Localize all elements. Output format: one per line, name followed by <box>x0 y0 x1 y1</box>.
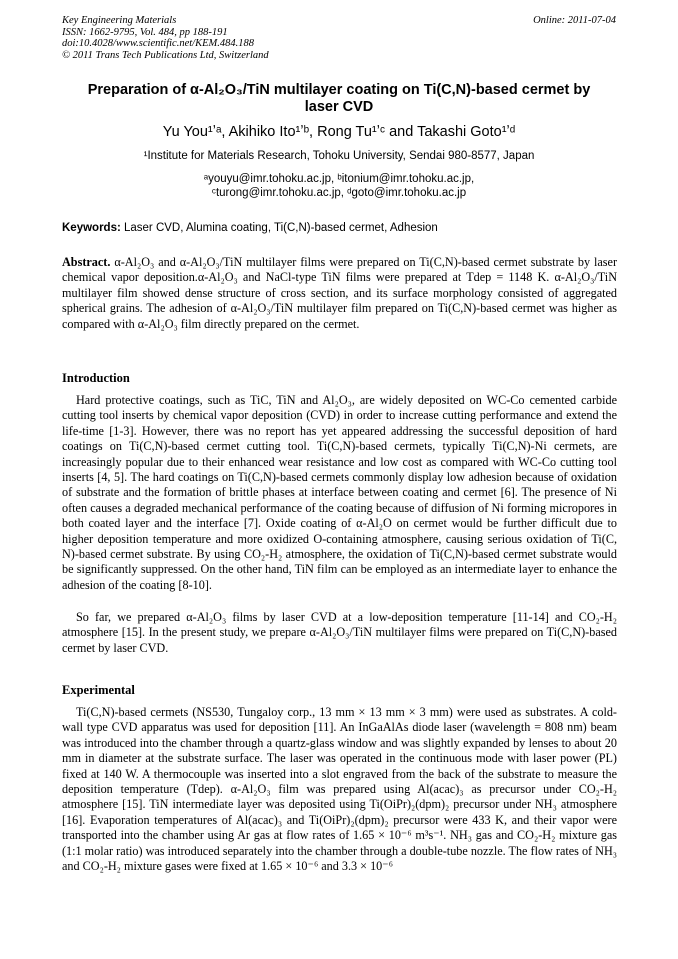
copyright-line: © 2011 Trans Tech Publications Ltd, Switzerland <box>62 49 269 61</box>
issn-line: ISSN: 1662-9795, Vol. 484, pp 188-191 <box>62 26 228 38</box>
emails-line-1[interactable]: ᵃyouyu@imr.tohoku.ac.jp, ᵇitonium@imr.tohoku.ac.jp, <box>203 173 475 185</box>
keywords-text: Laser CVD, Alumina coating, Ti(C,N)-based cermet, Adhesion <box>120 222 438 234</box>
author-list: Yu You¹ʼᵃ, Akihiko Ito¹ʼᵇ, Rong Tu¹ʼᶜ and Takashi Goto¹ʼᵈ <box>162 124 516 140</box>
author-emails <box>58 172 620 200</box>
introduction-paragraph-2: So far, we prepared α-Al₂O₃ films by laser CVD at a low-deposition temperature [11-14] and CO₂-H₂ atmosphere [15]. In the present study, we prepare α-Al₂O₃/TiN multilayer films were prepared on Ti(C,N)-based cermet by laser CVD. <box>62 610 617 655</box>
introduction-paragraph-1: Hard protective coatings, such as TiC, TiN and Al₂O₃, are widely deposited on WC-Co cemented carbide cutting tool inserts by chemical vapor deposition (CVD) in order to increase cutting performance and extend the life-time [1-3]. However, there was no report has yet appeared addressing the successful deposition of hard coatings on Ti(C,N)-based cermet cutting tool. Ti(C,N)-based cermets, typically Ti(C,N)-Ni cermets, are increasingly popular due to their enhanced wear resistance and low cost as compared with WC-Co cutting tool inserts [4, 5]. The hard coatings on Ti(C,N)-based cermets commonly display low adhesion because of oxidation of substrate and the formation of brittle phases at interface between coating and cermet [6]. The presence of Ni often causes a degraded mechanical performance of the coating because of diffusion of Ni forming micropores in both coated layer and the interface [7]. Oxide coating of α-Al₂O on cermet would be further difficult due to higher deposition temperature and more oxidized O-containing atmosphere, causing serious oxidation of Ti(C, N)-based cermet substrate. By using CO₂-H₂ atmosphere, the oxidation of Ti(C,N)-based cermet substrate would be significantly suppressed. On the other hand, TiN film can be employed as an intermediate layer to enhance the adhesion of the coating [8-10]. <box>62 393 617 592</box>
introduction-heading: Introduction <box>62 371 130 385</box>
doi-line[interactable]: doi:10.4028/www.scientific.net/KEM.484.188 <box>62 38 254 49</box>
emails-line-2[interactable]: ᶜturong@imr.tohoku.ac.jp, ᵈgoto@imr.tohoku.ac.jp <box>211 187 467 199</box>
keywords <box>62 221 617 235</box>
online-date: Online: 2011-07-04 <box>533 15 616 26</box>
title-line-1: Preparation of α-Al₂O₃/TiN multilayer coating on Ti(C,N)-based cermet by <box>87 82 591 98</box>
journal-name: Key Engineering Materials <box>62 15 177 26</box>
experimental-paragraph-1: Ti(C,N)-based cermets (NS530, Tungaloy corp., 13 mm × 13 mm × 3 mm) were used as substrates. A cold-wall type CVD apparatus was used for deposition [11]. An InGaAlAs diode laser (wavelength = 808 nm) beam was introduced into the chamber through a quartz-glass window and was slightly expanded by lenses to about 20 mm in diameter at the substrate surface. The laser was operated in the continuous mode with laser power (PL) fixed at 140 W. A thermocouple was inserted into a slot engraved from the back of the substrate to measure the deposition temperature (Tdep). α-Al₂O₃ film was prepared using Al(acac)₃ as precursor under CO₂-H₂ atmosphere [15]. TiN intermediate layer was deposited using Ti(OiPr)₂(dpm)₂ precursor under NH₃ atmosphere [16]. Evaporation temperatures of Al(acac)₃ and Ti(OiPr)₂(dpm)₂ precursor were 433 K, and their vapor were transported into the chamber using Ar gas at flow rates of 1.65 × 10⁻⁶ m³s⁻¹. NH₃ gas and CO₂-H₂ mixture gas (1:1 molar ratio) was introduced separately into the chamber through a double-tube nozzle. The flow rates of NH₃ and CO₂-H₂ mixture gases were fixed at 1.65 × 10⁻⁶ and 3.3 × 10⁻⁶ <box>62 705 617 874</box>
abstract-text: α-Al₂O₃ and α-Al₂O₃/TiN multilayer films were prepared on Ti(C,N)-based cermet substrate by laser chemical vapor deposition.α-Al₂O₃ and NaCl-type TiN films were prepared at Tdep = 1148 K. α-Al₂O₃/TiN multilayer film showed dense structure of cross section, and its surface morphology consisted of aggregated spherical grains. The adhesion of α-Al₂O₃/TiN multilayer film prepared on Ti(C,N)-based cermet was higher as compared with α-Al₂O₃ film directly prepared on the cermet. <box>62 255 617 331</box>
title-line-2: laser CVD <box>304 99 374 115</box>
keywords-label: Keywords: <box>62 222 121 234</box>
affiliation: ¹Institute for Materials Research, Tohoku University, Sendai 980-8577, Japan <box>143 150 535 162</box>
abstract <box>62 255 617 332</box>
experimental-heading: Experimental <box>62 683 135 697</box>
paper-title <box>58 82 620 116</box>
abstract-label: Abstract. <box>62 255 111 269</box>
journal-header <box>62 15 269 61</box>
